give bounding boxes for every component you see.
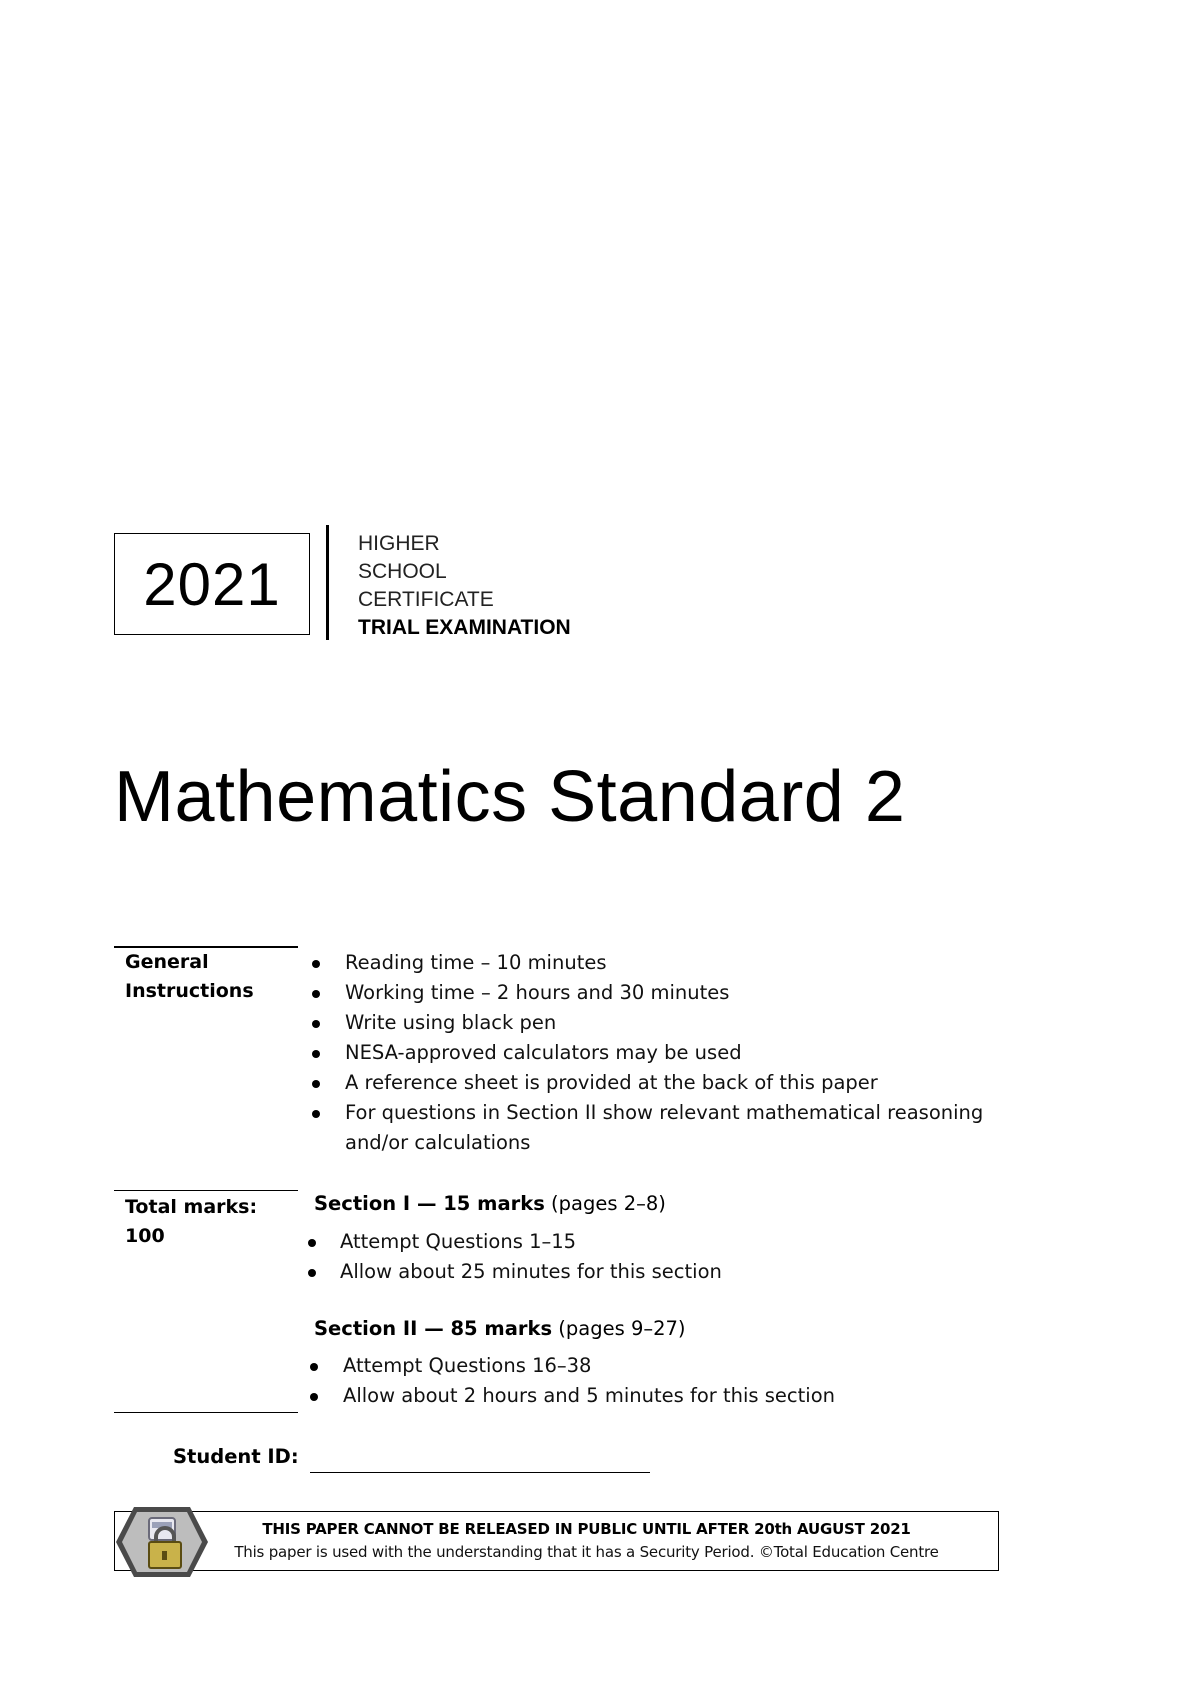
exam-year: 2021 (143, 550, 281, 618)
header-divider (326, 525, 329, 640)
student-id-field[interactable] (310, 1472, 650, 1473)
list-item (306, 1351, 835, 1381)
list-item-text: A reference sheet is provided at the back of this paper (345, 1071, 878, 1094)
year-box (114, 533, 310, 635)
list-item (304, 1227, 722, 1257)
list-item (308, 1068, 1008, 1098)
list-item-text: Reading time – 10 minutes (345, 951, 607, 974)
section-1-heading (314, 1192, 666, 1215)
general-instructions-label (125, 948, 254, 1006)
list-item-text: Allow about 2 hours and 5 minutes for this section (343, 1384, 835, 1407)
list-item-text: Write using black pen (345, 1011, 557, 1034)
student-id-label: Student ID: (173, 1445, 299, 1468)
table-rule (114, 1190, 298, 1191)
list-item (308, 1008, 1008, 1038)
instructions-list (308, 948, 1008, 1157)
total-marks-label (125, 1193, 257, 1251)
section-1-list (304, 1227, 722, 1287)
section-1-title: Section I — 15 marks (314, 1192, 545, 1215)
security-notice-subtitle: This paper is used with the understanding that it has a Security Period. ©Total Education Centre (234, 1543, 939, 1561)
section-2-pages: (pages 9–27) (558, 1317, 686, 1340)
list-item (308, 948, 1008, 978)
hsc-line-1: HIGHER (358, 532, 440, 555)
certificate-heading (358, 530, 571, 642)
section-2-list (306, 1351, 835, 1411)
list-item (306, 1381, 835, 1411)
list-item (308, 1098, 1008, 1157)
table-rule (114, 1412, 298, 1413)
hsc-line-2: SCHOOL (358, 560, 447, 583)
list-item-text: Working time – 2 hours and 30 minutes (345, 981, 730, 1004)
list-item-text: Attempt Questions 16–38 (343, 1354, 592, 1377)
security-notice-title: THIS PAPER CANNOT BE RELEASED IN PUBLIC UNTIL AFTER 20th AUGUST 2021 (262, 1520, 911, 1538)
total-marks-value: 100 (125, 1225, 165, 1247)
list-item-text: Allow about 25 minutes for this section (340, 1260, 722, 1283)
subject-title: Mathematics Standard 2 (114, 757, 906, 837)
section-2-title: Section II — 85 marks (314, 1317, 553, 1340)
list-item (308, 1038, 1008, 1068)
hsc-line-3: CERTIFICATE (358, 588, 494, 611)
exam-type: TRIAL EXAMINATION (358, 616, 571, 639)
list-item-text: NESA-approved calculators may be used (345, 1041, 742, 1064)
section-2-heading (314, 1317, 686, 1340)
list-item (304, 1257, 722, 1287)
total-marks-caption: Total marks: (125, 1196, 258, 1218)
section-1-pages: (pages 2–8) (551, 1192, 666, 1215)
list-item (308, 978, 1008, 1008)
label-line: Instructions (125, 980, 254, 1002)
list-item-text: For questions in Section II show relevant mathematical reasoning (345, 1101, 984, 1124)
padlock-icon (112, 1504, 212, 1585)
list-item-text: Attempt Questions 1–15 (340, 1230, 577, 1253)
label-line: General (125, 951, 209, 973)
list-item-continuation: and/or calculations (345, 1131, 531, 1154)
